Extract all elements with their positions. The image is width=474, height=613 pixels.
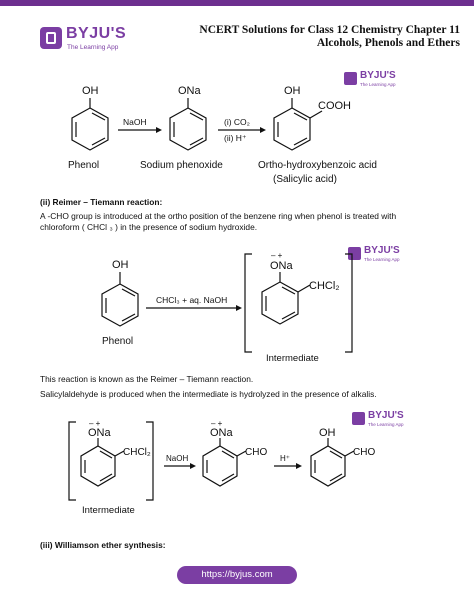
intermediate-chcl2-group: CHCl₂ bbox=[309, 280, 340, 292]
watermark-tagline: The Learning App bbox=[368, 422, 404, 427]
product-cooh-group: COOH bbox=[318, 100, 351, 112]
logo-tagline: The Learning App bbox=[67, 44, 119, 51]
arrow-head-icon bbox=[260, 127, 266, 133]
page-header-title bbox=[199, 24, 460, 50]
product-cho-group: CHO bbox=[353, 447, 376, 458]
ion-charges: – + bbox=[271, 251, 283, 260]
ion-charges: – + bbox=[211, 419, 223, 428]
byjus-logo[interactable] bbox=[40, 24, 142, 54]
watermark-brand: BYJU'S bbox=[360, 70, 396, 81]
header-title-line1: NCERT Solutions for Class 12 Chemistry Chapter 11 bbox=[199, 24, 460, 36]
product-common-name: (Salicylic acid) bbox=[273, 174, 337, 185]
start-chcl2-group: CHCl₂ bbox=[123, 447, 151, 458]
reagent-naoh: NaOH bbox=[166, 454, 189, 463]
start-ona-group: ONa bbox=[88, 427, 111, 439]
kolbe-reaction-scheme bbox=[50, 78, 390, 190]
salicylaldehyde-text: Salicylaldehyde is produced when the intermediate is hydrolyzed in the presence of alkalis. bbox=[40, 389, 377, 399]
ion-charges: – + bbox=[89, 419, 101, 428]
header-title-line2: Alcohols, Phenols and Ethers bbox=[316, 37, 460, 49]
reimer-tiemann-heading: (ii) Reimer – Tiemann reaction: bbox=[40, 197, 163, 207]
mid-cho-group: CHO bbox=[245, 447, 268, 458]
reagent-h-plus: H⁺ bbox=[280, 454, 290, 463]
watermark-tagline: The Learning App bbox=[364, 257, 400, 262]
reagent-co2: (i) CO₂ bbox=[224, 117, 250, 127]
arrow-head-icon bbox=[156, 127, 162, 133]
reagent-naoh: NaOH bbox=[123, 117, 147, 127]
top-accent-bar bbox=[0, 0, 474, 6]
intermediate-ona-group: ONa bbox=[270, 260, 293, 272]
product-oh-group: OH bbox=[284, 85, 301, 97]
reagent-h-plus: (ii) H⁺ bbox=[224, 133, 247, 143]
reagent-chcl3-naoh: CHCl₃ + aq. NaOH bbox=[156, 295, 228, 305]
intermediate-label: Intermediate bbox=[266, 353, 319, 364]
watermark-brand: BYJU'S bbox=[368, 410, 404, 421]
logo-icon bbox=[40, 27, 62, 49]
phenoxide-ona-group: ONa bbox=[178, 85, 201, 97]
product-oh-group: OH bbox=[319, 427, 336, 439]
arrow-head-icon bbox=[190, 463, 196, 469]
reimer-text-line2: chloroform ( CHCl ₃ ) in the presence of sodium hydroxide. bbox=[40, 222, 258, 232]
intermediate-label: Intermediate bbox=[82, 505, 135, 516]
watermark-brand: BYJU'S bbox=[364, 245, 400, 256]
phenol-name: Phenol bbox=[68, 160, 100, 171]
phenol-name: Phenol bbox=[102, 336, 134, 347]
phenol-oh-group: OH bbox=[82, 85, 99, 97]
williamson-heading: (iii) Williamson ether synthesis: bbox=[40, 540, 166, 550]
phenol-oh-group: OH bbox=[112, 259, 129, 271]
reimer-text-line1: A -CHO group is introduced at the ortho position of the benzene ring when phenol is treated with bbox=[40, 211, 397, 221]
hydrolysis-scheme bbox=[64, 418, 394, 518]
logo-brand: BYJU'S bbox=[66, 25, 127, 42]
sodium-phenoxide-name: Sodium phenoxide bbox=[140, 160, 223, 171]
reimer-note-text: This reaction is known as the Reimer – Tiemann reaction. bbox=[40, 374, 254, 384]
reimer-tiemann-scheme bbox=[90, 248, 360, 366]
mid-ona-group: ONa bbox=[210, 427, 233, 439]
arrow-head-icon bbox=[296, 463, 302, 469]
product-name: Ortho-hydroxybenzoic acid bbox=[258, 160, 377, 171]
watermark-tagline: The Learning App bbox=[360, 82, 396, 87]
footer-url-link[interactable]: https://byjus.com bbox=[177, 566, 297, 584]
arrow-head-icon bbox=[236, 305, 242, 311]
